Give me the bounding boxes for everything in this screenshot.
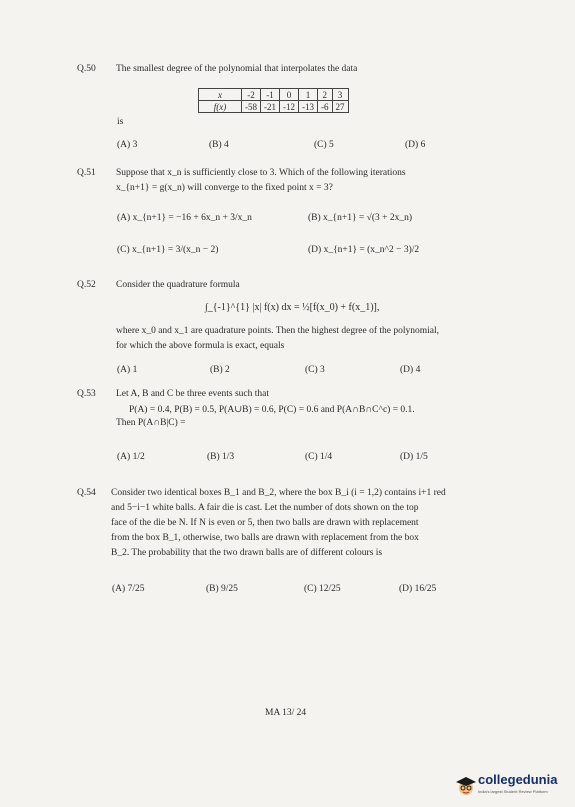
brand-tagline: India's largest Student Review Platform: [478, 789, 548, 794]
q50-option-a: (A) 3: [117, 140, 138, 150]
table-fx-label: f(x): [199, 101, 242, 113]
q53-line3: Then P(A∩B|C) =: [116, 418, 186, 428]
q54-option-d: (D) 16/25: [399, 584, 437, 594]
q54-line1: Consider two identical boxes B_1 and B_2, where the box B_i (i = 1,2) contains i+1 red: [111, 488, 446, 498]
q52-option-a: (A) 1: [117, 365, 138, 375]
q54-line5: B_2. The probability that the two drawn balls are of different colours is: [111, 548, 383, 558]
q51-option-d: (D) x_{n+1} = (x_n^2 − 3)/2: [308, 245, 420, 255]
q54-line2: and 5−i−1 white balls. A fair die is cast. Let the number of dots shown on the top: [111, 503, 419, 513]
q53-line2: P(A) = 0.4, P(B) = 0.5, P(A∪B) = 0.6, P(C) = 0.6 and P(A∩B∩C^c) = 0.1.: [129, 405, 415, 415]
q53-option-c: (C) 1/4: [305, 452, 333, 462]
fx-cell: -58: [242, 101, 261, 113]
q50-stem: The smallest degree of the polynomial that interpolates the data: [116, 64, 358, 74]
fx-cell: -6: [318, 101, 333, 113]
q53-option-d: (D) 1/5: [400, 452, 428, 462]
q52-option-b: (B) 2: [210, 365, 230, 375]
q53-option-a: (A) 1/2: [117, 452, 145, 462]
brand-logo-text: collegedunia: [478, 772, 558, 787]
interpolation-table: [198, 88, 349, 113]
x-cell: 0: [280, 89, 299, 101]
q51-option-b: (B) x_{n+1} = √(3 + 2x_n): [308, 213, 413, 223]
q52-line2: for which the above formula is exact, equals: [116, 341, 285, 351]
fx-cell: 27: [332, 101, 348, 113]
q52-line1: where x_0 and x_1 are quadrature points. Then the highest degree of the polynomial,: [116, 326, 439, 336]
q52-stem: Consider the quadrature formula: [116, 280, 240, 290]
q51-number: Q.51: [77, 168, 96, 178]
x-cell: 1: [299, 89, 318, 101]
fx-cell: -12: [280, 101, 299, 113]
q54-option-b: (B) 9/25: [206, 584, 238, 594]
q50-option-b: (B) 4: [209, 140, 229, 150]
q51-line2: x_{n+1} = g(x_n) will converge to the fixed point x = 3?: [116, 183, 333, 193]
graduate-logo-icon: [455, 775, 477, 797]
q54-line3: face of the die be N. If N is even or 5, then two balls are drawn with replacement: [111, 518, 419, 528]
x-cell: 3: [332, 89, 348, 101]
q52-formula: ∫_{-1}^{1} |x| f(x) dx = ½[f(x_0) + f(x_1)],: [205, 302, 380, 313]
table-x-label: x: [199, 89, 242, 101]
q54-line4: from the box B_1, otherwise, two balls are drawn with replacement from the box: [111, 533, 419, 543]
q54-option-c: (C) 12/25: [304, 584, 341, 594]
x-cell: 2: [318, 89, 333, 101]
q52-option-c: (C) 3: [305, 365, 325, 375]
q51-option-c: (C) x_{n+1} = 3/(x_n − 2): [117, 245, 219, 255]
q50-number: Q.50: [77, 64, 96, 74]
q50-is: is: [117, 117, 124, 127]
page-number: MA 13/ 24: [265, 708, 307, 718]
q54-number: Q.54: [77, 488, 96, 498]
fx-cell: -13: [299, 101, 318, 113]
x-cell: -1: [261, 89, 280, 101]
q52-option-d: (D) 4: [400, 365, 421, 375]
fx-cell: -21: [261, 101, 280, 113]
q54-option-a: (A) 7/25: [112, 584, 145, 594]
x-cell: -2: [242, 89, 261, 101]
q53-line1: Let A, B and C be three events such that: [116, 389, 270, 399]
q50-option-c: (C) 5: [314, 140, 334, 150]
q52-number: Q.52: [77, 280, 96, 290]
q51-option-a: (A) x_{n+1} = −16 + 6x_n + 3/x_n: [117, 213, 252, 223]
q53-number: Q.53: [77, 389, 96, 399]
q50-option-d: (D) 6: [405, 140, 426, 150]
q53-option-b: (B) 1/3: [207, 452, 235, 462]
q51-line1: Suppose that x_n is sufficiently close to 3. Which of the following iterations: [116, 168, 406, 178]
